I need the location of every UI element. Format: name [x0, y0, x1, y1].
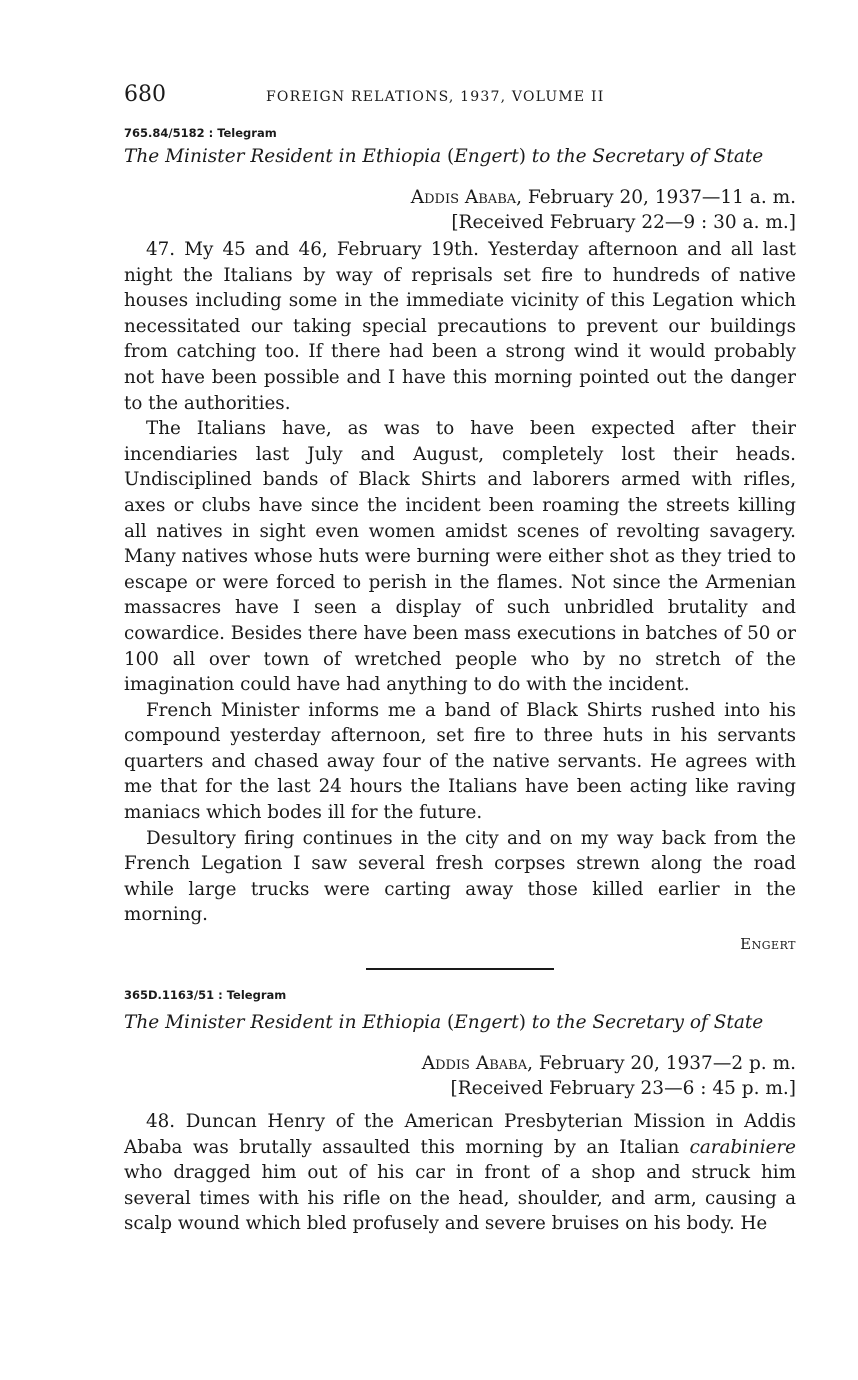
document-page	[124, 82, 796, 1237]
dateline-place: Addis Ababa	[410, 187, 517, 208]
heading-text-end: to the Secretary of State	[525, 146, 764, 167]
running-head	[124, 82, 796, 116]
paragraph: French Minister informs me a band of Black Shirts rushed into his compound yesterday afternoon, set fire to three huts in his servants quarters and chased away four of the native servants. He agrees with me that for the last 24 hours the Italians have been acting like raving maniacs which bodes ill for the future.	[124, 699, 796, 824]
heading-text: The Minister Resident in Ethiopia	[124, 1012, 447, 1034]
running-title: FOREIGN RELATIONS, 1937, VOLUME II	[266, 89, 605, 105]
heading-name: Engert	[454, 146, 519, 167]
paragraph-text-end: who dragged him out of his car in front of a shop and struck him several times with his rifle on the head, shoulder, and arm, causing a scalp wound which bled profusely and severe bruises on his body. He	[124, 1162, 796, 1235]
document-heading	[124, 144, 796, 170]
file-reference: 765.84/5182 : Telegram	[124, 126, 277, 140]
file-reference: 365D.1163/51 : Telegram	[124, 988, 287, 1003]
heading-text-end: to the Secretary of State	[525, 1012, 764, 1034]
received-line: [Received February 22—9 : 30 a. m.]	[451, 212, 796, 233]
heading-paren-open: (	[446, 1012, 455, 1034]
paragraph: Desultory firing continues in the city and on my way back from the French Legation I saw several fresh corpses strewn along the road while large trucks were carting away those killed earlier in the morning.	[124, 827, 796, 926]
dateline-date: , February 20, 1937—11 a. m.	[516, 187, 796, 208]
heading-paren-open: (	[446, 146, 455, 167]
dateline-date: , February 20, 1937—2 p. m.	[527, 1053, 796, 1075]
paragraph	[124, 1109, 796, 1237]
dateline	[124, 185, 796, 210]
heading-name: Engert	[454, 1012, 519, 1034]
dateline	[124, 1051, 796, 1076]
received-line: [Received February 23—6 : 45 p. m.]	[450, 1078, 796, 1100]
section-divider	[366, 968, 554, 970]
heading-paren-close: )	[518, 146, 526, 167]
page-number: 680	[124, 82, 166, 107]
document-heading	[124, 1010, 796, 1036]
heading-paren-close: )	[518, 1012, 526, 1034]
paragraph-text: 48. Duncan Henry of the American Presbyterian Mission in Addis Ababa was brutally assaulted this morning by an Italian	[124, 1111, 796, 1158]
heading-text: The Minister Resident in Ethiopia	[124, 146, 447, 167]
paragraph-italic-term: carabiniere	[689, 1136, 796, 1158]
dateline-place: Addis Ababa	[421, 1053, 528, 1075]
paragraph: The Italians have, as was to have been expected after their incendiaries last July and August, completely lost their heads. Undisciplined bands of Black Shirts and laborers armed with rifles, axes or clubs have since the incident been roaming the streets killing all natives in sight even women amidst scenes of revolting savagery. Many natives whose huts were burning were either shot as they tried to escape or were forced to perish in the flames. Not since the Armenian massacres have I seen a display of such unbridled brutality and cowardice. Besides there have been mass executions in batches of 50 or 100 all over town of wretched people who by no stretch of the imagination could have had anything to do with the incident.	[124, 418, 796, 696]
paragraph: 47. My 45 and 46, February 19th. Yesterday afternoon and all last night the Italians by way of reprisals set fire to hundreds of native houses including some in the immediate vicinity of this Legation which necessitated our taking special precautions to prevent our buildings from catching too. If there had been a strong wind it would probably not have been possible and I have this morning pointed out the danger to the authorities.	[124, 239, 796, 414]
signature: Engert	[740, 935, 796, 954]
